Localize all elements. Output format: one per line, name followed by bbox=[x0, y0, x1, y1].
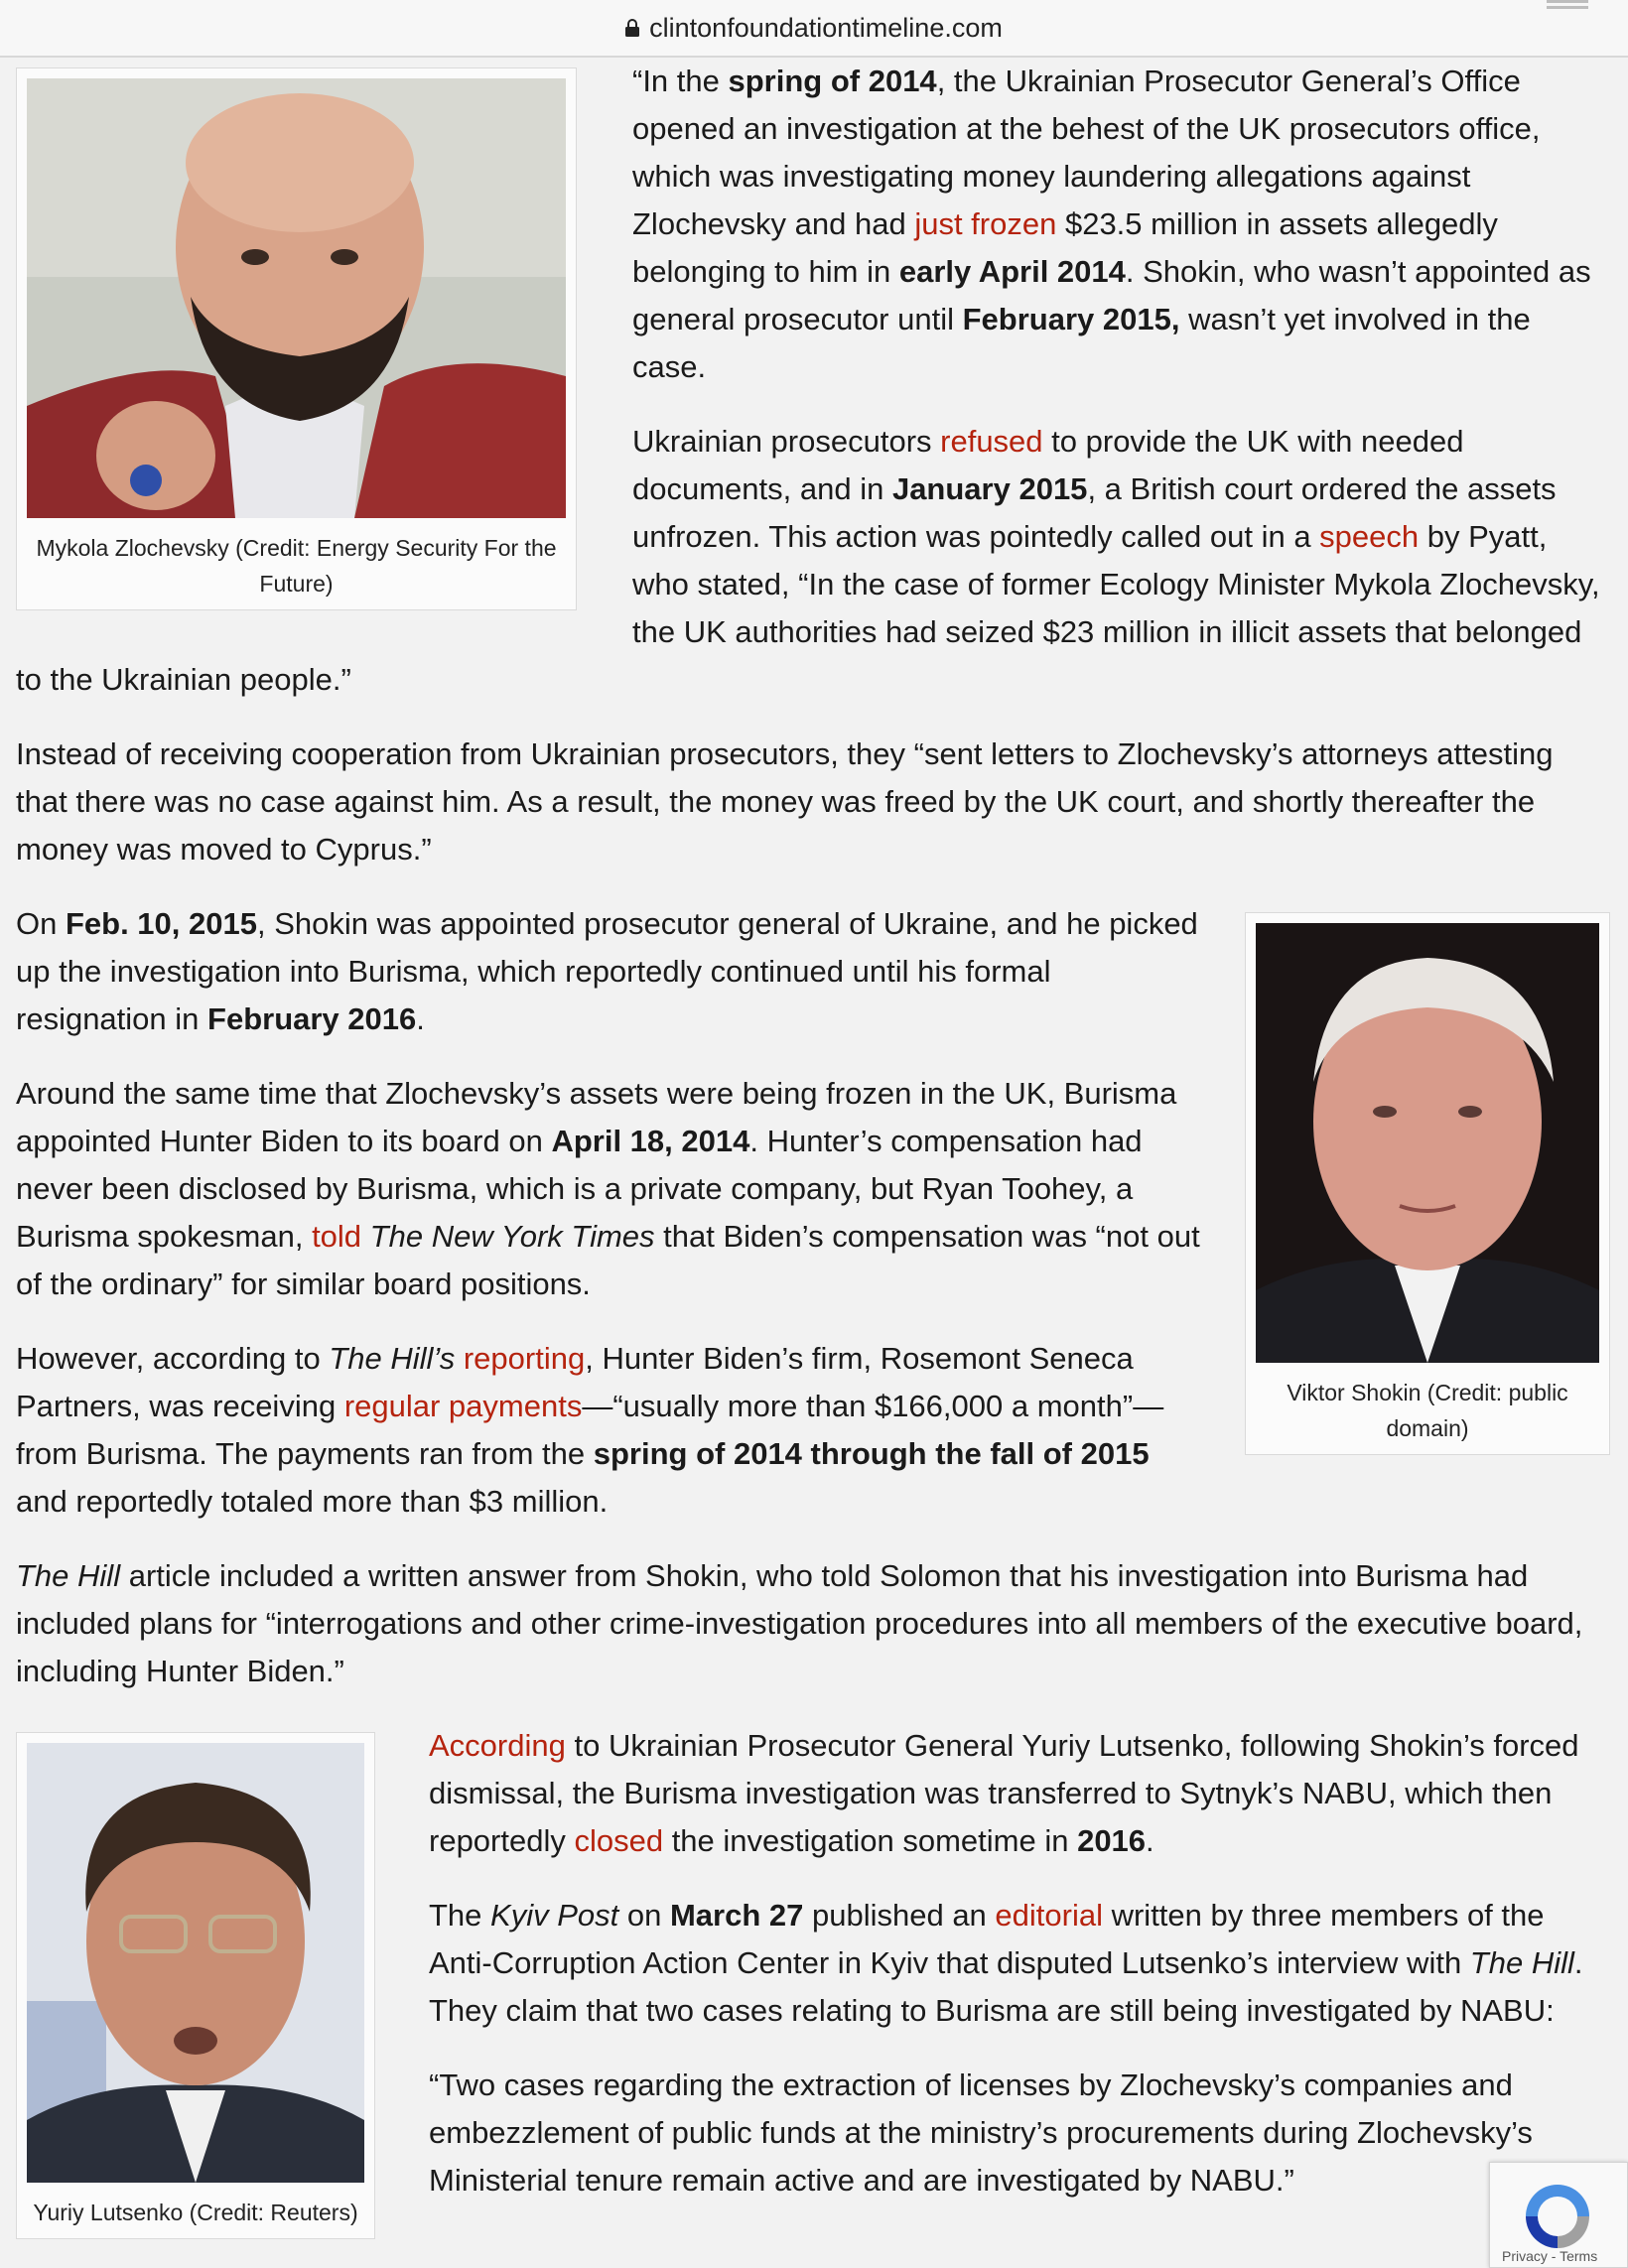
lock-icon bbox=[625, 19, 639, 37]
link-editorial[interactable]: editorial bbox=[995, 1898, 1103, 1933]
figure-shokin bbox=[1245, 912, 1610, 1455]
link-refused[interactable]: refused bbox=[940, 424, 1043, 459]
recaptcha-badge[interactable] bbox=[1489, 2162, 1628, 2268]
paragraph: On Feb. 10, 2015, Shokin was appointed prosecutor general of Ukraine, and he picked up the investigation into Burisma, which reportedly continued until his formal resignation in February 2016. bbox=[16, 906, 1198, 1036]
figure-caption: Viktor Shokin (Credit: public domain) bbox=[1287, 1380, 1568, 1441]
article-body bbox=[16, 58, 1610, 2247]
paragraph: “In the spring of 2014, the Ukrainian Prosecutor General’s Office opened an investigation at the behest of the UK prosecutors office, which was investigating money laundering allegations against Zlochevsky and had just frozen $23.5 million in assets allegedly belonging to him in early April 2014. Shokin, who wasn’t appointed as general prosecutor until February 2015, wasn’t yet involved in the case. bbox=[632, 64, 1591, 384]
link-regular-payments[interactable]: regular payments bbox=[343, 1389, 583, 1423]
paragraph: Around the same time that Zlochevsky’s assets were being frozen in the UK, Burisma appointed Hunter Biden to its board on April 18, 2014. Hunter’s compensation had never been disclosed by Burisma, which is a private company, but Ryan Toohey, a Burisma spokesman, told The New York Times that Biden’s compensation was “not out of the ordinary” for similar board positions. bbox=[16, 1076, 1200, 1301]
paragraph: According to Ukrainian Prosecutor General Yuriy Lutsenko, following Shokin’s forced dismissal, the Burisma investigation was transferred to Sytnyk’s NABU, which then reportedly closed the investigation sometime in 2016. bbox=[429, 1728, 1579, 1858]
menu-icon[interactable] bbox=[1547, 0, 1588, 6]
photo-shokin bbox=[1256, 923, 1599, 1363]
paragraph: The Hill article included a written answer from Shokin, who told Solomon that his investigation into Burisma had included plans for “interrogations and other crime-investigation procedures into all members of the executive board, including Hunter Biden.” bbox=[16, 1558, 1583, 1688]
link-reporting[interactable]: reporting bbox=[463, 1341, 586, 1376]
paragraph: The Kyiv Post on March 27 published an editorial written by three members of the Anti-Corruption Action Center in Kyiv that disputed Lutsenko’s interview with The Hill. They claim that two cases relating to Burisma are still being investigated by NABU: bbox=[429, 1898, 1583, 2028]
paragraph: Ukrainian prosecutors refused to provide the UK with needed documents, and in January 2015, a British court ordered the assets unfrozen. This action was pointedly called out in a speech by Pyatt, who stated, “In the case of former Ecology Minister Mykola Zlochevsky, the UK authorities had seized $23 million in illicit assets that belonged to the Ukrainian people.” bbox=[16, 424, 1600, 697]
figure-zlochevsky bbox=[16, 67, 577, 610]
url-text: clintonfoundationtimeline.com bbox=[649, 12, 1003, 43]
figure-caption: Yuriy Lutsenko (Credit: Reuters) bbox=[33, 2200, 358, 2225]
paragraph: Instead of receiving cooperation from Ukrainian prosecutors, they “sent letters to Zlochevsky’s attorneys attesting that there was no case against him. As a result, the money was freed by the UK court, and shortly thereafter the money was moved to Cyprus.” bbox=[16, 736, 1554, 867]
figure-caption: Mykola Zlochevsky (Credit: Energy Security For the Future) bbox=[36, 535, 557, 597]
photo-lutsenko bbox=[27, 1743, 364, 2183]
recaptcha-icon bbox=[1520, 2179, 1595, 2254]
link-told[interactable]: told bbox=[312, 1219, 362, 1254]
link-just-frozen[interactable]: just frozen bbox=[914, 206, 1057, 241]
figure-lutsenko bbox=[16, 1732, 375, 2239]
paragraph: However, according to The Hill’s reporting, Hunter Biden’s firm, Rosemont Seneca Partners, was receiving regular payments—“usually more than $166,000 a month”—from Burisma. The payments ran from the spring of 2014 through the fall of 2015 and reportedly totaled more than $3 million. bbox=[16, 1341, 1164, 1519]
link-according[interactable]: According bbox=[429, 1728, 566, 1763]
recaptcha-legal[interactable]: Privacy - Terms bbox=[1502, 2248, 1598, 2264]
url-display[interactable] bbox=[625, 13, 1003, 44]
photo-zlochevsky bbox=[27, 78, 566, 518]
link-closed[interactable]: closed bbox=[574, 1823, 664, 1858]
link-speech[interactable]: speech bbox=[1319, 519, 1420, 554]
browser-address-bar[interactable] bbox=[0, 0, 1628, 58]
paragraph: “Two cases regarding the extraction of licenses by Zlochevsky’s companies and embezzlement of public funds at the ministry’s procurements during Zlochevsky’s Ministerial tenure remain active and are investigated by NABU.” bbox=[429, 2068, 1533, 2198]
